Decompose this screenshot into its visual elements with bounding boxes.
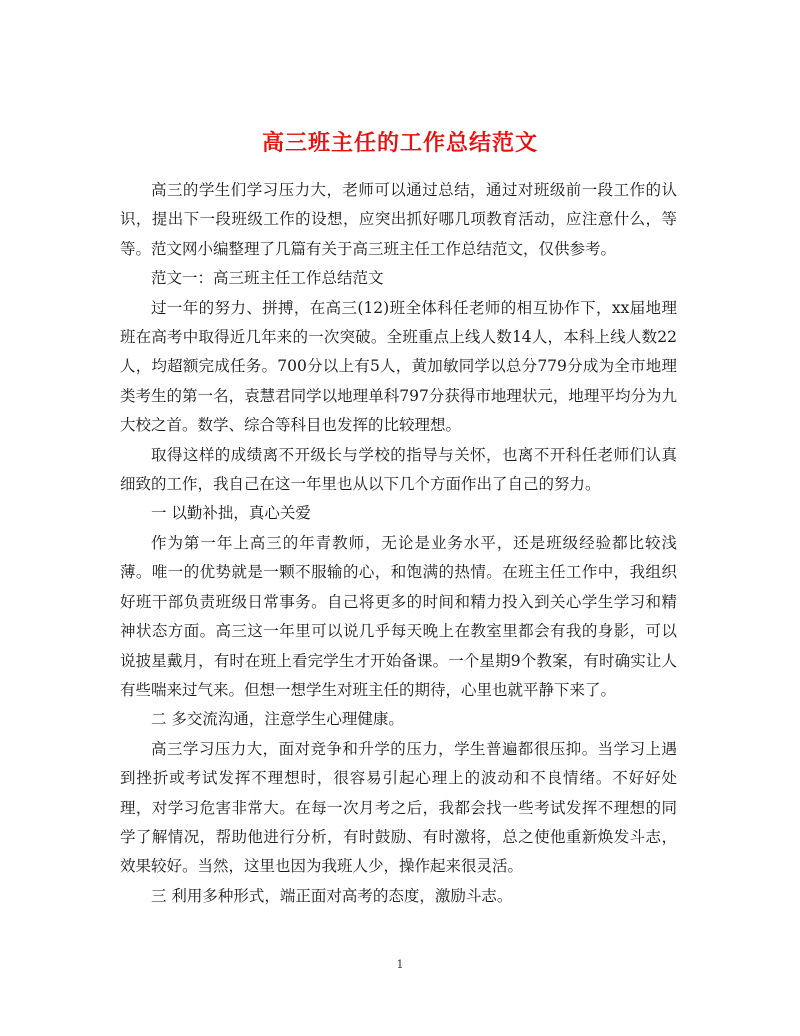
document-body	[120, 176, 677, 911]
subheading-two: 二 多交流沟通，注意学生心理健康。	[151, 710, 404, 729]
intro-paragraph: 高三的学生们学习压力大，老师可以通过总结，通过对班级前一段工作的认识，提出下一段班级工作的设想，应突出抓好哪几项教育活动，应注意什么，等等。范文网小编整理了几篇有关于高三班主任工作总结范文，仅供参考。	[120, 181, 677, 258]
document-title: 高三班主任的工作总结范文	[261, 129, 538, 156]
page-number: 1	[396, 958, 404, 971]
body-paragraph: 过一年的努力、拼搏，在高三(12)班全体科任老师的相互协作下，xx届地理班在高考中取得近几年来的一次突破。全班重点上线人数14人，本科上线人数22人，均超额完成任务。700分以上有5人，黄加敏同学以总分779分成为全市地理类考生的第一名，袁慧君同学以地理单科797分获得市地理状元，地理平均分为九大校之首。数学、综合等科目也发挥的比较理想。	[120, 298, 677, 435]
subheading-one: 一 以勤补拙，真心关爱	[151, 504, 311, 523]
subheading-three: 三 利用多种形式，端正面对高考的态度，激励斗志。	[151, 886, 513, 905]
body-paragraph: 作为第一年上高三的年青教师，无论是业务水平，还是班级经验都比较浅薄。唯一的优势就是一颗不服输的心，和饱满的热情。在班主任工作中，我组织好班干部负责班级日常事务。自己将更多的时间和精力投入到关心学生学习和精神状态方面。高三这一年里可以说几乎每天晚上在教室里都会有我的身影，可以说披星戴月，有时在班上看完学生才开始备课。一个星期9个教案，有时确实让人有些喘来过气来。但想一想学生对班主任的期待，心里也就平静下来了。	[120, 533, 677, 699]
body-paragraph: 取得这样的成绩离不开级长与学校的指导与关怀，也离不开科任老师们认真细致的工作，我自己在这一年里也从以下几个方面作出了自己的努力。	[120, 445, 677, 494]
section-heading-example-one: 范文一：高三班主任工作总结范文	[151, 269, 384, 288]
body-paragraph: 高三学习压力大，面对竞争和升学的压力，学生普遍都很压抑。当学习上遇到挫折或考试发挥不理想时，很容易引起心理上的波动和不良情绪。不好好处理，对学习危害非常大。在每一次月考之后，我都会找一些考试发挥不理想的同学了解情况，帮助他进行分析，有时鼓励、有时激将，总之使他重新焕发斗志，效果较好。当然，这里也因为我班人少，操作起来很灵活。	[120, 739, 677, 876]
